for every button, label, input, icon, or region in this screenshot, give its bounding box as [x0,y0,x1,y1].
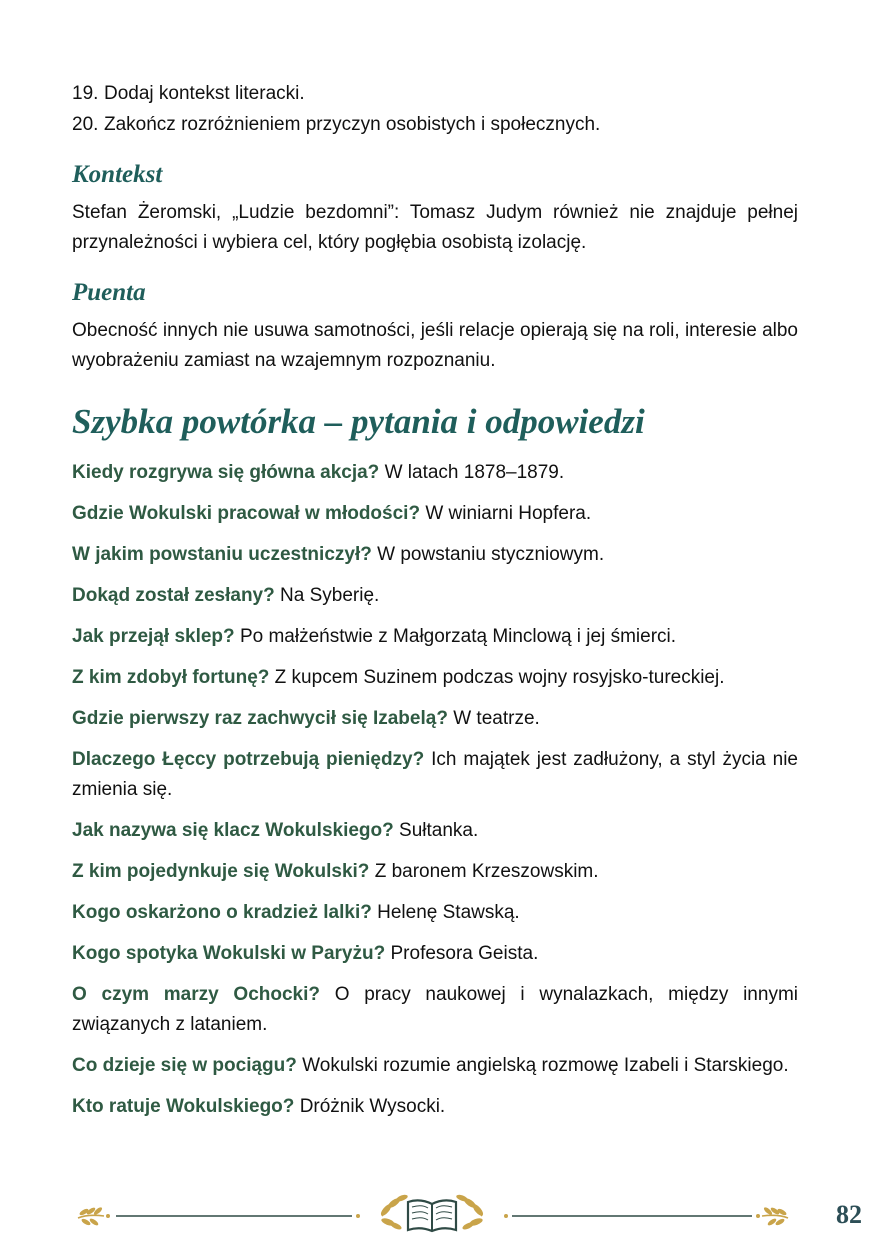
qa-question: Kiedy rozgrywa się główna akcja? [72,462,380,483]
qa-item [72,980,798,1040]
qa-item [72,898,798,928]
numbered-list [72,78,798,140]
qa-answer: O pracy naukowej i wynalazkach, między innymi związanych z lataniem. [72,984,798,1035]
qa-item [72,581,798,611]
punchline-paragraph: Obecność innych nie usuwa samotności, jeśli relacje opierają się na roli, interesie albo wyobrażeniu zamiast na wzajemnym rozpoznaniu. [72,320,798,371]
qa-answer: Helenę Stawską. [377,902,520,923]
qa-question: W jakim powstaniu uczestniczył? [72,544,372,565]
qa-answer: Sułtanka. [399,820,479,841]
qa-item [72,745,798,805]
qa-item [72,540,798,570]
qa-answer: Z kupcem Suzinem podczas wojny rosyjsko-tureckiej. [274,667,725,688]
list-item-text: Zakończ rozróżnieniem przyczyn osobistych i społecznych. [104,114,601,135]
qa-question: Jak przejął sklep? [72,626,235,647]
list-item-number: 20. [72,114,99,135]
qa-answer: W powstaniu styczniowym. [377,544,605,565]
list-item-number: 19. [72,83,99,104]
qa-answer: W latach 1878–1879. [384,462,565,483]
context-paragraph: Stefan Żeromski, „Ludzie bezdomni”: Tomasz Judym również nie znajduje pełnej przynależności i wybiera cel, który pogłębia osobistą izolację. [72,202,798,253]
list-item [72,109,798,140]
qa-item [72,939,798,969]
qa-question: Kogo oskarżono o kradzież lalki? [72,902,372,923]
qa-item [72,663,798,693]
page-number: 82 [836,1200,862,1229]
qa-item [72,499,798,529]
qa-item [72,1051,798,1081]
qa-answer: W teatrze. [453,708,540,729]
open-book-icon [408,1200,456,1231]
qa-question: Z kim pojedynkuje się Wokulski? [72,861,370,882]
qa-question: Kto ratuje Wokulskiego? [72,1096,295,1117]
qa-question: Z kim zdobył fortunę? [72,667,270,688]
qa-question: Jak nazywa się klacz Wokulskiego? [72,820,394,841]
list-item [72,78,798,109]
page-content [72,78,798,1133]
punchline-heading: Puenta [72,279,146,306]
qa-answer: Dróżnik Wysocki. [299,1096,446,1117]
qa-item [72,1092,798,1122]
qa-item [72,816,798,846]
qa-item [72,857,798,887]
qa-answer: Po małżeństwie z Małgorzatą Minclową i jej śmierci. [239,626,677,647]
qa-item [72,704,798,734]
qa-answer: Wokulski rozumie angielską rozmowę Izabeli i Starskiego. [302,1055,789,1076]
qa-answer: Ich majątek jest zadłużony, a styl życia nie zmienia się. [72,749,799,800]
qa-item [72,622,798,652]
qa-answer: Na Syberię. [280,585,380,606]
qa-question: Dlaczego Łęccy potrzebują pieniędzy? [72,749,425,770]
qa-question: Co dzieje się w pociągu? [72,1055,297,1076]
laurel-sprig-icon [78,1206,110,1227]
qa-question: Gdzie Wokulski pracował w młodości? [72,503,421,524]
qa-answer: Z baronem Krzeszowskim. [374,861,599,882]
qa-question: Gdzie pierwszy raz zachwycił się Izabelą? [72,708,448,729]
qa-question: Kogo spotyka Wokulski w Paryżu? [72,943,386,964]
qa-question: O czym marzy Ochocki? [72,984,320,1005]
footer-ornament [0,1188,876,1244]
laurel-sprig-icon [756,1206,788,1227]
context-heading: Kontekst [72,161,163,188]
qa-item [72,458,798,488]
review-heading: Szybka powtórka – pytania i odpowiedzi [72,402,645,441]
qa-list [72,458,798,1122]
qa-question: Dokąd został zesłany? [72,585,275,606]
list-item-text: Dodaj kontekst literacki. [104,83,305,104]
qa-answer: Profesora Geista. [390,943,539,964]
qa-answer: W winiarni Hopfera. [425,503,592,524]
